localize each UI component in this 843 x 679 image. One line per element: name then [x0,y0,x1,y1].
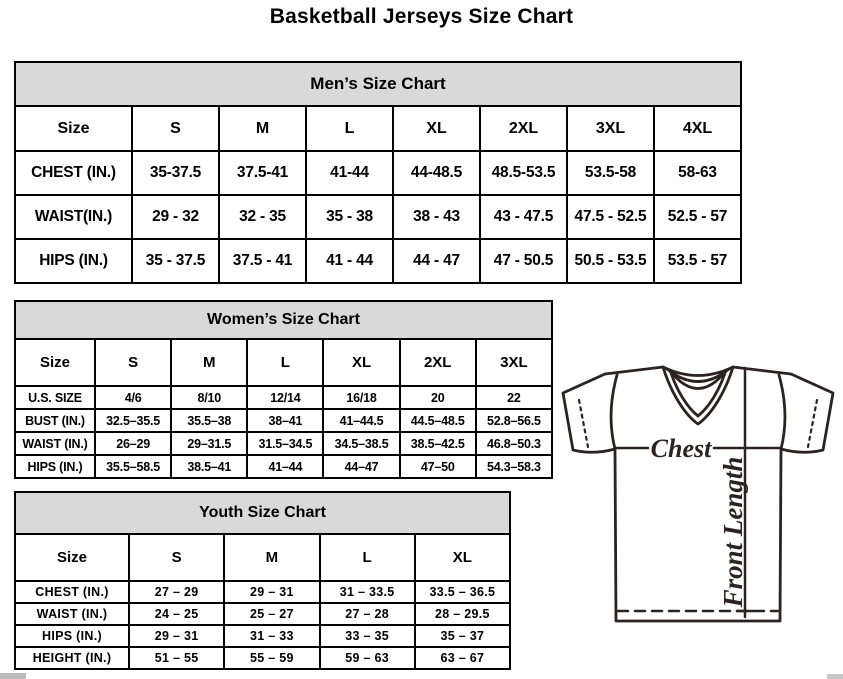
value-cell: 38 - 43 [393,195,480,239]
hscrollbar-thumb-right[interactable] [827,674,843,679]
row-label: CHEST (IN.) [15,581,129,603]
value-cell: 52.5 - 57 [654,195,741,239]
mens-chart-title: Men’s Size Chart [15,62,741,106]
value-cell: 29 – 31 [224,581,319,603]
value-cell: 32 - 35 [219,195,306,239]
col-header: M [171,339,247,386]
hscrollbar-thumb-left[interactable] [0,673,26,679]
value-cell: 59 – 63 [320,647,415,669]
womens-chart-title: Women’s Size Chart [15,301,552,339]
value-cell: 34.5–38.5 [323,432,399,455]
col-header: L [247,339,323,386]
chest-measure-label: Chest [650,434,712,463]
value-cell: 44-48.5 [393,151,480,195]
youth-hips-row [15,625,510,647]
row-label: HIPS (IN.) [15,239,132,283]
row-label: WAIST (IN.) [15,603,129,625]
value-cell: 44–47 [323,455,399,478]
value-cell: 35.5–38 [171,409,247,432]
value-cell: 46.8–50.3 [476,432,552,455]
mens-hips-row [15,239,828,283]
jersey-diagram-icon [560,360,843,665]
value-cell: 22 [476,386,552,409]
col-header: 2XL [480,106,567,151]
value-cell: 25 – 27 [224,603,319,625]
value-cell: 41-44 [306,151,393,195]
value-cell: 38–41 [247,409,323,432]
womens-header-row [15,339,552,386]
value-cell: 50.5 - 53.5 [567,239,654,283]
row-label: HEIGHT (IN.) [15,647,129,669]
value-cell: 35 - 38 [306,195,393,239]
value-cell: 27 – 28 [320,603,415,625]
value-cell: 55 – 59 [224,647,319,669]
womens-hips-row [15,455,552,478]
value-cell: 41–44 [247,455,323,478]
row-label: WAIST(IN.) [15,195,132,239]
value-cell: 47–50 [400,455,476,478]
value-cell: 27 – 29 [129,581,224,603]
col-header: L [320,534,415,581]
value-cell: 47 - 50.5 [480,239,567,283]
value-cell: 29–31.5 [171,432,247,455]
womens-ussize-row [15,386,552,409]
value-cell: 41 - 44 [306,239,393,283]
youth-waist-row [15,603,510,625]
value-cell: 35-37.5 [132,151,219,195]
value-cell: 53.5-58 [567,151,654,195]
youth-header-row [15,534,510,581]
value-cell: 33.5 – 36.5 [415,581,510,603]
value-cell: 32.5–35.5 [95,409,171,432]
value-cell: 43 - 47.5 [480,195,567,239]
col-header: M [219,106,306,151]
value-cell: 41–44.5 [323,409,399,432]
value-cell: 44 - 47 [393,239,480,283]
col-header: XL [415,534,510,581]
value-cell: 38.5–42.5 [400,432,476,455]
youth-chest-row [15,581,510,603]
page-title: Basketball Jerseys Size Chart [269,5,574,28]
value-cell: 28 – 29.5 [415,603,510,625]
value-cell: 38.5–41 [171,455,247,478]
col-header: S [95,339,171,386]
jersey-measurement-diagram [560,360,843,665]
value-cell: 20 [400,386,476,409]
value-cell: 54.3–58.3 [476,455,552,478]
col-header: S [129,534,224,581]
row-label: CHEST (IN.) [15,151,132,195]
value-cell: 53.5 - 57 [654,239,741,283]
value-cell: 35.5–58.5 [95,455,171,478]
value-cell: 26–29 [95,432,171,455]
mens-size-chart-table [14,61,829,284]
value-cell: 29 – 31 [129,625,224,647]
value-cell: 33 – 35 [320,625,415,647]
col-header: M [224,534,319,581]
value-cell: 52.8–56.5 [476,409,552,432]
row-label: BUST (IN.) [15,409,95,432]
womens-waist-row [15,432,552,455]
value-cell: 4/6 [95,386,171,409]
youth-chart-title: Youth Size Chart [15,492,510,534]
value-cell: 51 – 55 [129,647,224,669]
value-cell: 35 – 37 [415,625,510,647]
value-cell: 44.5–48.5 [400,409,476,432]
col-header: S [132,106,219,151]
mens-waist-row [15,195,828,239]
row-label: HIPS (IN.) [15,455,95,478]
value-cell: 8/10 [171,386,247,409]
col-header: XL [393,106,480,151]
col-header: Size [15,339,95,386]
womens-size-chart-table [14,300,553,479]
col-header: 3XL [476,339,552,386]
value-cell: 12/14 [247,386,323,409]
value-cell: 63 – 67 [415,647,510,669]
col-header: Size [15,106,132,151]
value-cell: 16/18 [323,386,399,409]
value-cell: 24 – 25 [129,603,224,625]
col-header: 2XL [400,339,476,386]
youth-size-chart-table [14,491,511,670]
col-header: L [306,106,393,151]
value-cell: 37.5-41 [219,151,306,195]
col-header: 4XL [654,106,741,151]
value-cell: 29 - 32 [132,195,219,239]
womens-bust-row [15,409,552,432]
value-cell: 31 – 33 [224,625,319,647]
col-header: XL [323,339,399,386]
front-length-measure-label: Front Length [718,456,748,608]
value-cell: 35 - 37.5 [132,239,219,283]
value-cell: 31 – 33.5 [320,581,415,603]
col-header: Size [15,534,129,581]
value-cell: 47.5 - 52.5 [567,195,654,239]
row-label: WAIST (IN.) [15,432,95,455]
col-header: 3XL [567,106,654,151]
row-label: HIPS (IN.) [15,625,129,647]
value-cell: 48.5-53.5 [480,151,567,195]
value-cell: 37.5 - 41 [219,239,306,283]
row-label: U.S. SIZE [15,386,95,409]
value-cell: 58-63 [654,151,741,195]
youth-height-row [15,647,510,669]
mens-chest-row [15,151,828,195]
mens-header-row [15,106,828,151]
value-cell: 31.5–34.5 [247,432,323,455]
